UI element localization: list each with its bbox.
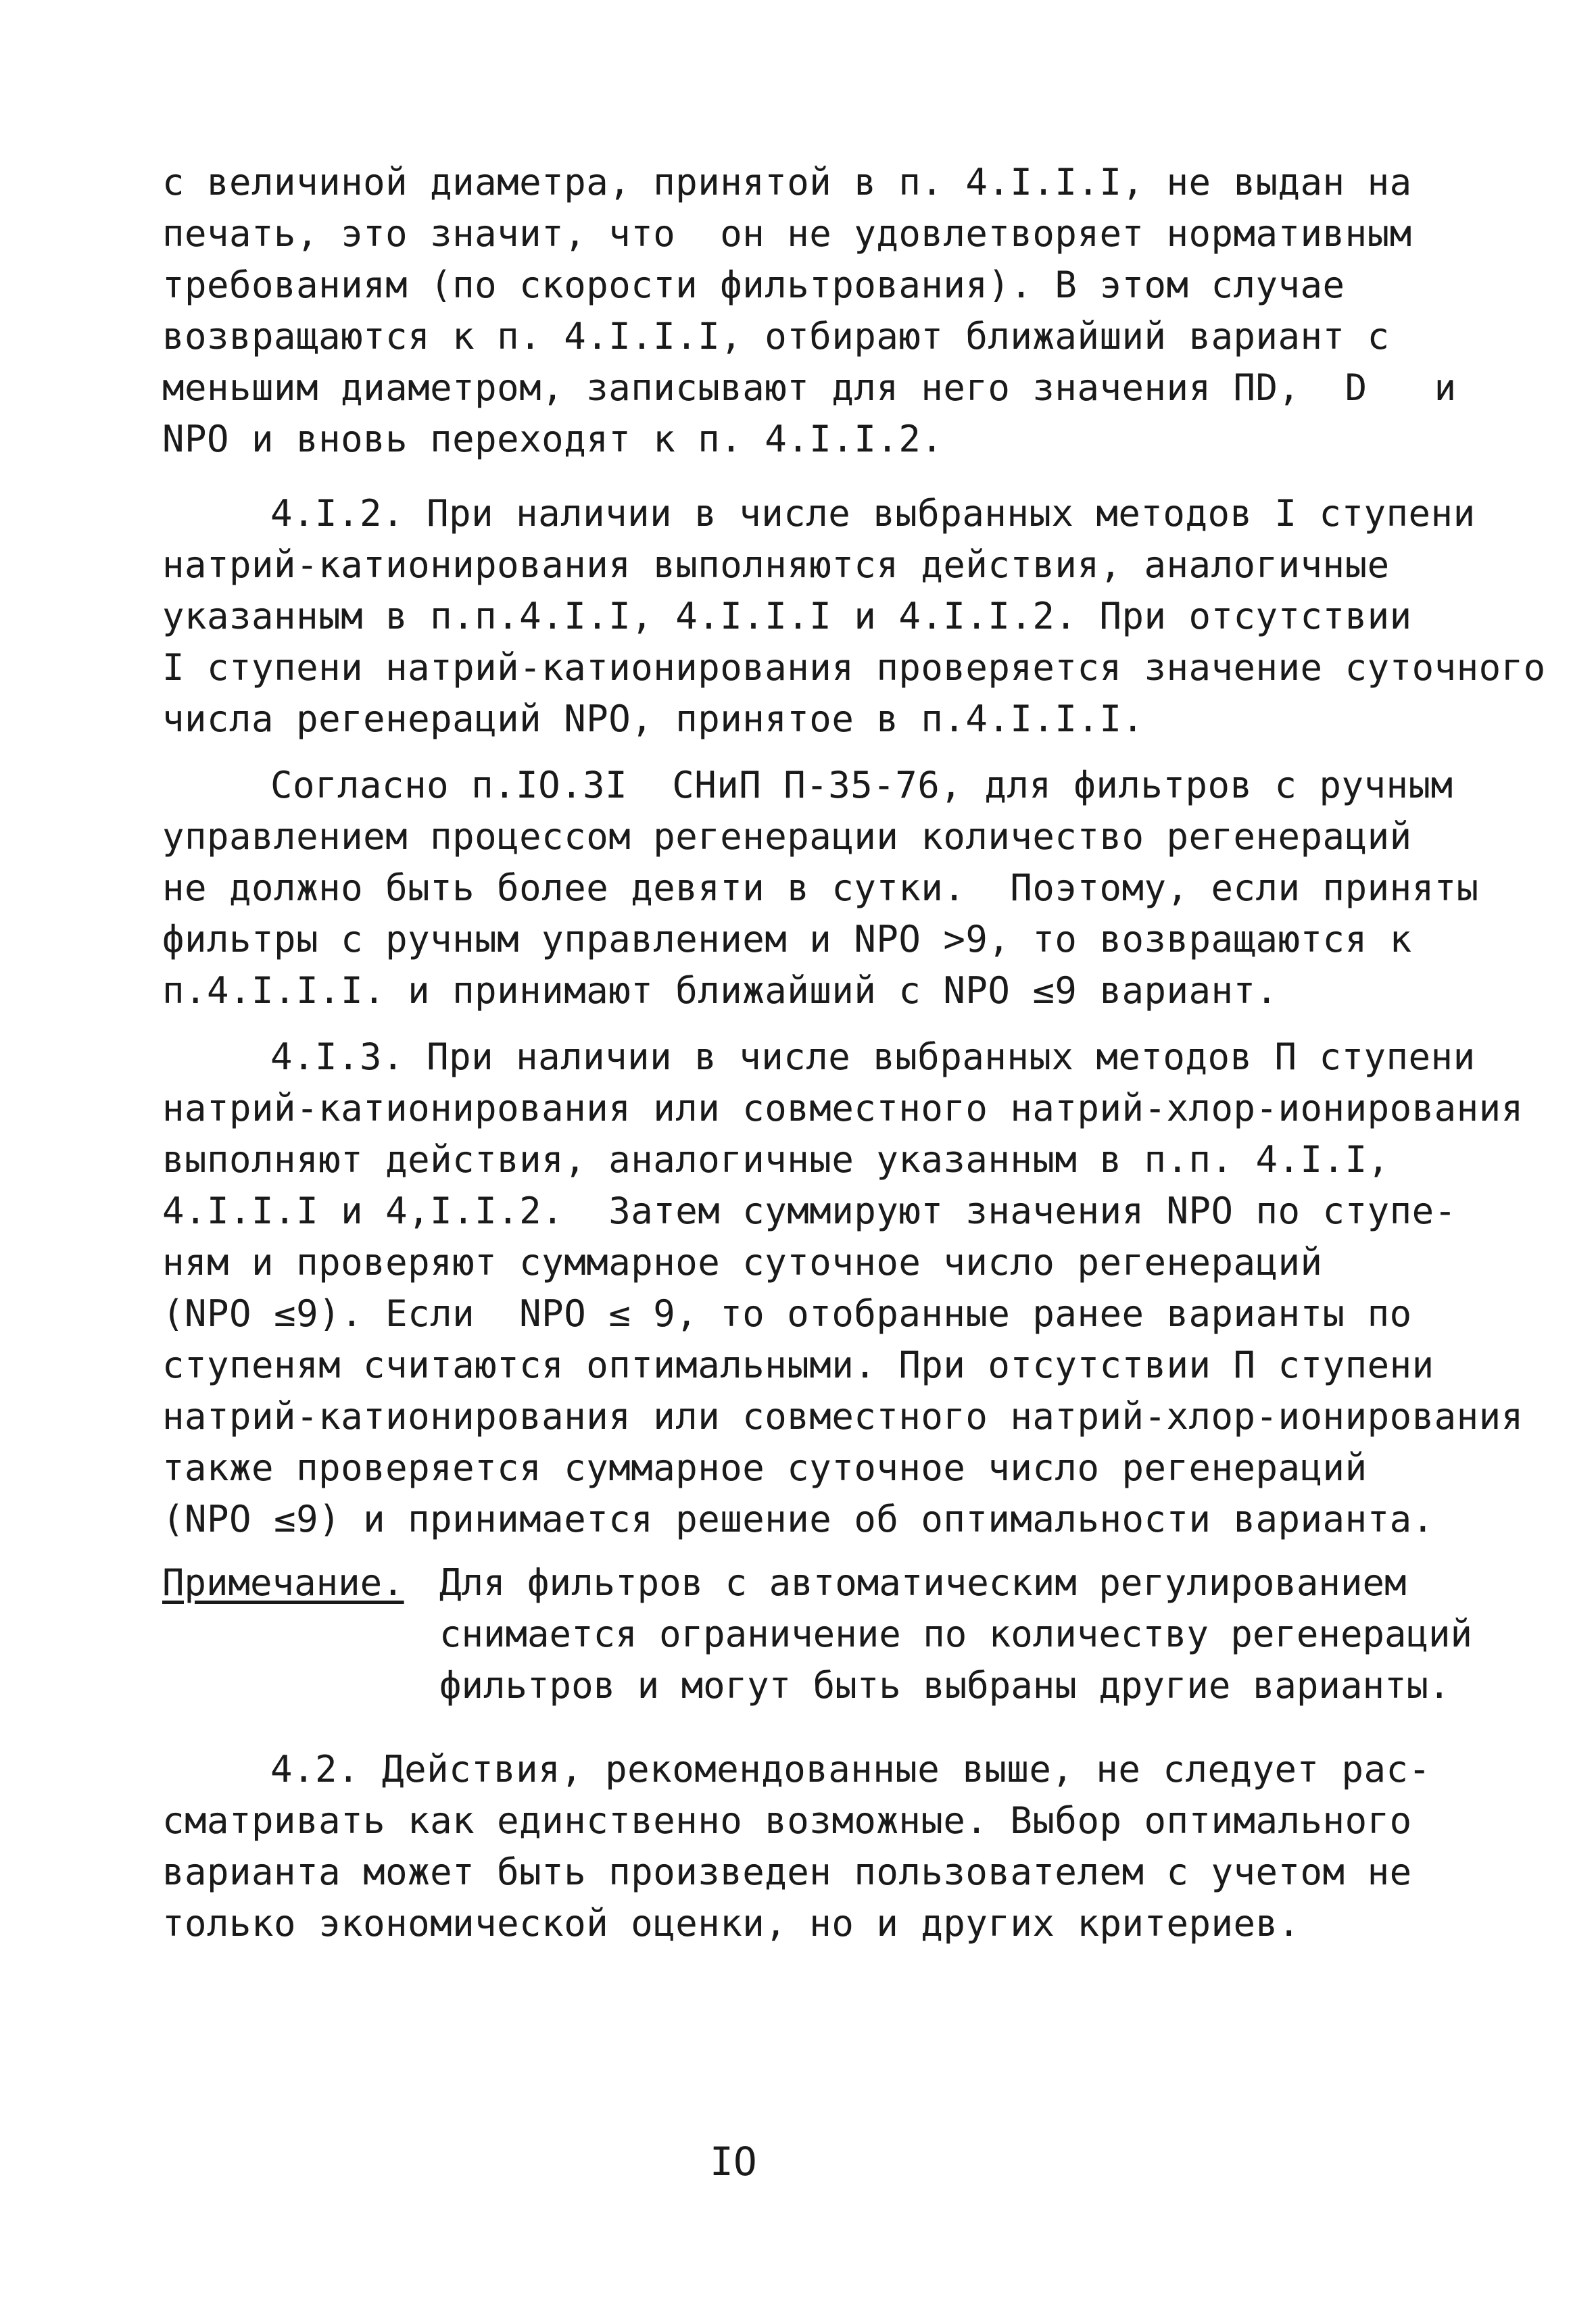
p1-line-5: меньшим диаметром, записывают для него значения ПD, D и [162,366,1457,409]
p3-line-1: Согласно п.IO.3I СНиП П-35-76, для фильтров с ручным [270,764,1453,806]
p4-line-1: 4.I.3. При наличии в числе выбранных методов П ступени [270,1035,1476,1078]
page-number: IO [710,2139,757,2185]
p4-line-10: (NPO ≤9) и принимается решение об оптимальности варианта. [162,1498,1434,1540]
p4-line-3: выполняют действия, аналогичные указанным в п.п. 4.I.I, [162,1138,1390,1181]
p5-line-3: варианта может быть произведен пользователем с учетом не [162,1851,1412,1893]
p5-line-1: 4.2. Действия, рекомендованные выше, не следует рас- [270,1748,1431,1790]
p4-line-2: натрий-катионирования или совместного натрий-хлор-ионирования [162,1087,1524,1129]
note-line-2: снимается ограничение по количеству регенераций [439,1613,1473,1655]
p1-line-4: возвращаются к п. 4.I.I.I, отбирают ближайший вариант с [162,315,1390,358]
p2-line-4: I ступени натрий-катионирования проверяется значение суточного [162,646,1546,689]
p3-line-2: управлением процессом регенерации количество регенераций [162,815,1412,858]
p2-line-5: числа регенераций NPO, принятое в п.4.I.I.I. [162,698,1144,740]
p2-line-2: натрий-катионирования выполняются действия, аналогичные [162,543,1390,586]
p1-line-2: печать, это значит, что он не удовлетворяет нормативным [162,212,1412,255]
p2-line-3: указанным в п.п.4.I.I, 4.I.I.I и 4.I.I.2. При отсутствии [162,595,1412,637]
p4-line-5: ням и проверяют суммарное суточное число регенераций [162,1241,1323,1284]
p3-line-3: не должно быть более девяти в сутки. Поэтому, если приняты [162,867,1479,909]
note-line-1: Для фильтров с автоматическим регулированием [439,1561,1407,1604]
p4-line-4: 4.I.I.I и 4,I.I.2. Затем суммируют значения NPO по ступе- [162,1190,1457,1232]
p1-line-1: с величиной диаметра, принятой в п. 4.I.I.I, не выдан на [162,161,1412,203]
p1-line-3: требованиям (по скорости фильтрования). В этом случае [162,264,1345,306]
p5-line-2: сматривать как единственно возможные. Выбор оптимального [162,1799,1412,1842]
p4-line-7: ступеням считаются оптимальными. При отсутствии П ступени [162,1344,1434,1386]
p2-line-1: 4.I.2. При наличии в числе выбранных методов I ступени [270,492,1476,535]
p5-line-4: только экономической оценки, но и других критериев. [162,1902,1301,1945]
p3-line-5: п.4.I.I.I. и принимают ближайший с NPO ≤9 вариант. [162,969,1278,1012]
p3-line-4: фильтры с ручным управлением и NPO >9, то возвращаются к [162,918,1412,960]
p4-line-6: (NPO ≤9). Если NPO ≤ 9, то отобранные ранее варианты по [162,1292,1412,1335]
note-line-3: фильтров и могут быть выбраны другие варианты. [439,1664,1451,1707]
p1-line-6: NPO и вновь переходят к п. 4.I.I.2. [162,418,944,460]
p4-line-9: также проверяется суммарное суточное число регенераций [162,1446,1368,1489]
p4-line-8: натрий-катионирования или совместного натрий-хлор-ионирования [162,1395,1524,1438]
note-label: Примечание. [162,1561,404,1604]
